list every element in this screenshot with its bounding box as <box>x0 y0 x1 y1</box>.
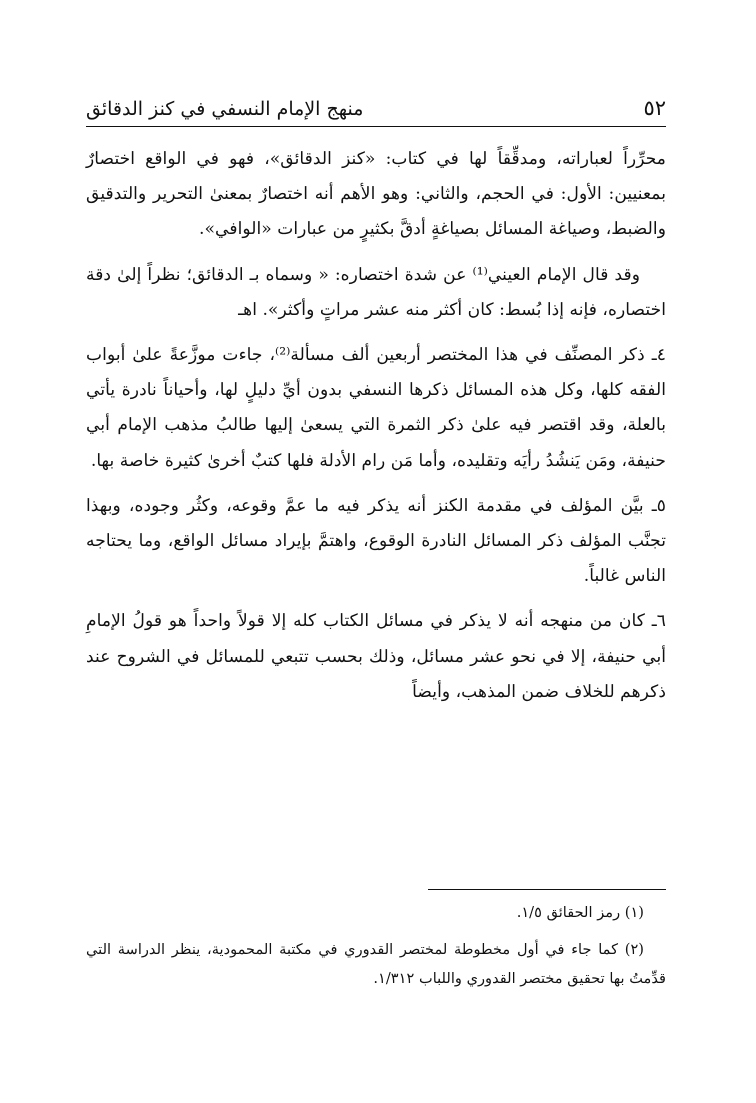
paragraph-point-6: ٦ـ كان من منهجه أنه لا يذكر في مسائل الكتاب كله إلا قولاً واحداً هو قولُ الإمامِ أبي حنيفة، إلا في نحو عشر مسائل، وذلك بحسب تتبعي للمسائل في الشروح عند ذكرهم للخلاف ضمن المذهب، وأيضاً <box>86 611 666 702</box>
running-header <box>86 86 666 127</box>
main-text <box>86 142 666 720</box>
footnote-2: (٢) كما جاء في أول مخطوطة لمختصر القدوري في مكتبة المحمودية، ينظر الدراسة التي قدِّمتُ بها تحقيق مختصر القدوري واللباب ١/٣١٢. <box>86 941 666 987</box>
paragraph-aini-quote: وقد قال الإمام العيني⁽¹⁾ عن شدة اختصاره: « وسماه بـ الدقائق؛ نظراً إلىٰ دقة اختصاره، فإنه إذا بُسط: كان أكثر منه عشر مراتٍ وأكثر». اهـ <box>86 264 666 320</box>
paragraph-point-5: ٥ـ بيَّن المؤلف في مقدمة الكنز أنه يذكر فيه ما عمَّ وقوعه، وكثُر وجوده، وبهذا تجنَّب المؤلف ذكر المسائل النادرة الوقوع، واهتمَّ بإيراد مسائل الواقع، وما يحتاجه الناس غالباً. <box>86 495 666 587</box>
paragraph-point-4: ٤ـ ذكر المصنِّف في هذا المختصر أربعين ألف مسألة⁽²⁾، جاءت موزَّعةً علىٰ أبواب الفقه كلها، وكل هذه المسائل ذكرها النسفي بدون أيِّ دليلٍ لها، وأحياناً نادرة يأتي بالعلة، وقد اقتصر فيه علىٰ ذكر الثمرة التي يسعىٰ إليها طالبُ مذهب الإمام أبي حنيفة، ومَن يَنشُدُ رأيَه وتقليده، وأما مَن رام الأدلة فلها كتبٌ أخرىٰ كثيرة خاصة بها. <box>86 345 666 471</box>
footnote-divider <box>428 889 666 890</box>
paragraph-continuation: محرِّراً لعباراته، ومدقِّقاً لها في كتاب: «كنز الدقائق»، فهو في الواقع اختصارٌ بمعنيين: الأول: في الحجم، والثاني: وهو الأهم أنه اختصارٌ بمعنىٰ التحرير والتدقيق والضبط، وصياغة المسائل بصياغةٍ أدقَّ بكثيرٍ من عبارات «الوافي». <box>86 149 666 240</box>
page-number: ٥٢ <box>643 96 666 120</box>
footnotes <box>86 898 666 1001</box>
running-title: منهج الإمام النسفي في كنز الدقائق <box>86 98 364 120</box>
footnote-1: (١) رمز الحقائق ١/٥. <box>516 904 644 921</box>
